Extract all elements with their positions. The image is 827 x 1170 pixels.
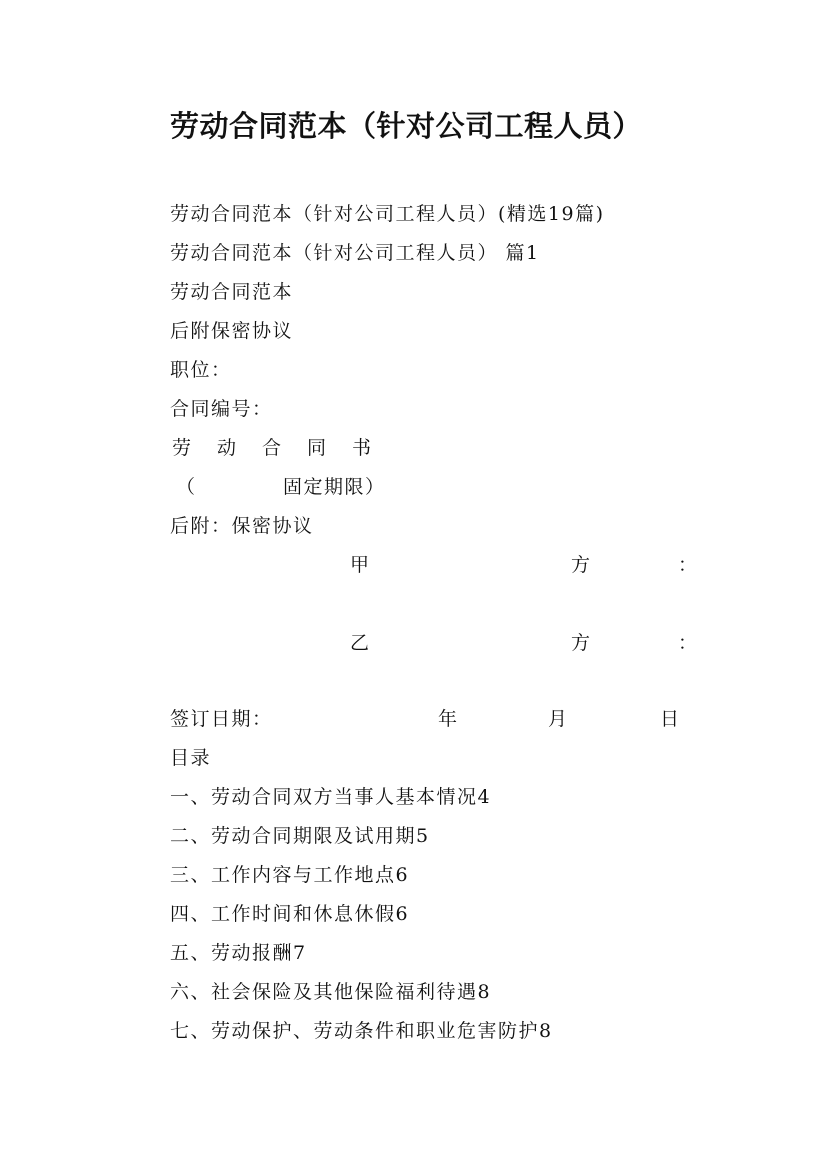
party-b-fang: 方 (571, 632, 591, 654)
party-a-fang: 方 (571, 554, 591, 576)
toc-item: 三、工作内容与工作地点6 (170, 864, 410, 886)
text-line: 后附保密协议 (170, 320, 294, 342)
fixed-term-open-paren: （ (176, 476, 196, 498)
document-title: 劳动合同范本（针对公司工程人员） (170, 109, 643, 143)
appendix-line: 后附：保密协议 (170, 515, 314, 537)
toc-item: 一、劳动合同双方当事人基本情况4 (170, 786, 492, 808)
text-line: 劳动合同范本 (170, 281, 294, 303)
sign-date-label: 签订日期： (170, 708, 273, 730)
contract-book-char: 动 (217, 437, 237, 459)
party-a-label: 甲 (350, 554, 370, 576)
contract-book-char: 同 (307, 437, 327, 459)
toc-item: 五、劳动报酬7 (170, 942, 307, 964)
party-b-colon: ： (678, 632, 698, 654)
toc-item: 二、劳动合同期限及试用期5 (170, 825, 430, 847)
sign-date-year: 年 (438, 708, 458, 730)
contract-book-char: 劳 (172, 437, 192, 459)
toc-item: 四、工作时间和休息休假6 (170, 903, 410, 925)
toc-heading: 目录 (170, 747, 212, 769)
contract-book-char: 书 (352, 437, 372, 459)
section-heading: 劳动合同范本（针对公司工程人员） 篇1 (170, 242, 540, 264)
position-label: 职位： (170, 359, 232, 381)
sign-date-day: 日 (660, 708, 680, 730)
toc-item: 七、劳动保护、劳动条件和职业危害防护8 (170, 1020, 553, 1042)
party-b-label: 乙 (350, 632, 370, 654)
contract-book-char: 合 (262, 437, 282, 459)
contract-number-label: 合同编号： (170, 398, 273, 420)
party-a-colon: ： (678, 554, 698, 576)
subtitle-line: 劳动合同范本（针对公司工程人员）(精选19篇) (170, 203, 605, 225)
toc-item: 六、社会保险及其他保险福利待遇8 (170, 981, 492, 1003)
sign-date-month: 月 (548, 708, 568, 730)
fixed-term-text: 固定期限） (283, 476, 386, 498)
